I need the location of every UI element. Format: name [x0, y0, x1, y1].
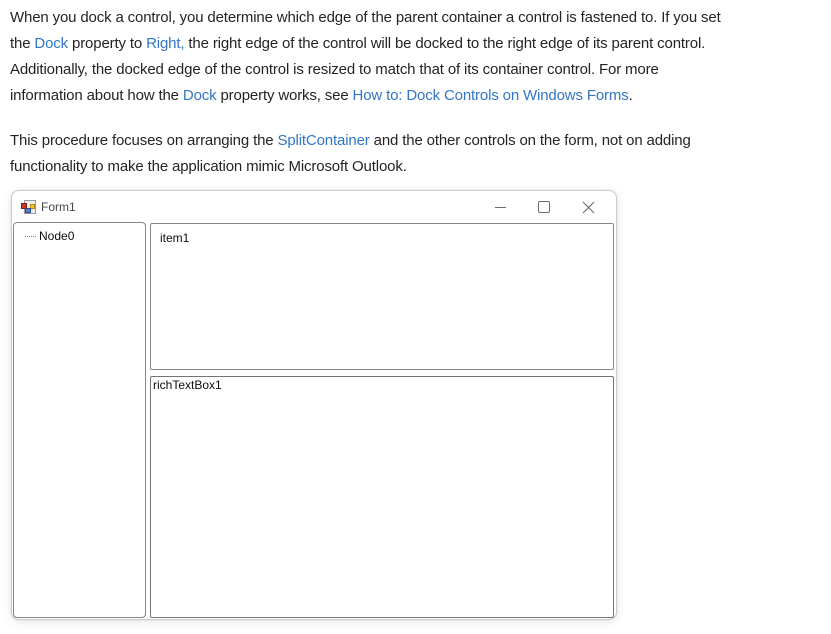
doc-link[interactable]: SplitContainer [277, 132, 370, 149]
doc-link[interactable]: Dock [182, 87, 217, 104]
minimize-button[interactable] [478, 191, 522, 223]
maximize-icon [538, 201, 550, 213]
maximize-button[interactable] [522, 191, 566, 223]
text-run: and the other controls on the form, not on adding [369, 132, 691, 149]
text-line [10, 57, 830, 83]
winforms-form-icon [21, 200, 36, 214]
tree-node-label: Node0 [39, 229, 75, 243]
doc-link[interactable]: Right, [146, 35, 185, 52]
text-run: property to [68, 35, 147, 52]
text-run: When you dock a control, you determine which edge of the parent container a control is fastened to. If you set [10, 9, 721, 26]
text-line [10, 83, 830, 109]
text-run: information about how the [10, 87, 183, 104]
text-line [10, 31, 830, 57]
paragraph [10, 5, 830, 109]
text-line [10, 128, 830, 154]
text-run: This procedure focuses on arranging the [10, 132, 278, 149]
close-button[interactable] [566, 191, 610, 223]
paragraph [10, 128, 830, 180]
listview[interactable] [150, 223, 614, 370]
doc-link[interactable]: How to: Dock Controls on Windows Forms [352, 87, 629, 104]
richtextbox[interactable] [150, 376, 614, 618]
tree-node-node0[interactable] [14, 223, 145, 243]
richtextbox-text: richTextBox1 [153, 378, 222, 392]
close-icon [582, 201, 595, 214]
text-run: Additionally, the docked edge of the control is resized to match that of its container control. For more [10, 61, 659, 78]
window-controls [478, 191, 616, 223]
text-run: the [10, 35, 35, 52]
text-run: the right edge of the control will be docked to the right edge of its parent control. [184, 35, 706, 52]
doc-body [10, 5, 830, 199]
text-line [10, 5, 830, 31]
tree-branch-lines-icon [25, 236, 36, 237]
window-title: Form1 [41, 200, 76, 214]
treeview[interactable] [13, 222, 146, 618]
text-run: property works, see [216, 87, 353, 104]
text-run: functionality to make the application mimic Microsoft Outlook. [10, 158, 407, 175]
form-window [11, 190, 617, 620]
listview-item-item1[interactable]: item1 [160, 231, 190, 245]
form-titlebar[interactable] [12, 191, 616, 223]
text-run: . [628, 87, 633, 104]
minimize-icon [495, 207, 506, 208]
text-line [10, 154, 830, 180]
doc-link[interactable]: Dock [34, 35, 68, 52]
